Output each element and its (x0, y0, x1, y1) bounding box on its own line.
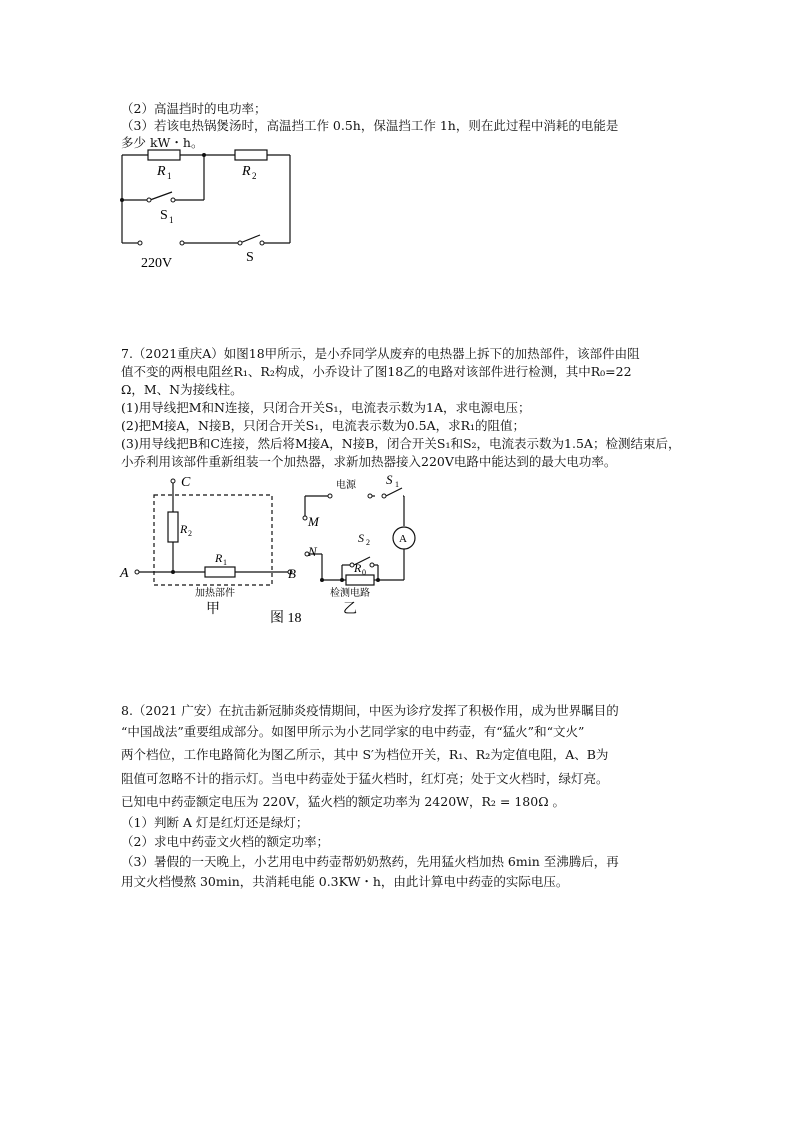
resistor-r2-fig18 (168, 512, 178, 542)
label-a: A (120, 566, 129, 581)
label-s1: S (160, 208, 168, 223)
q8-line-3: 两个档位，工作电路简化为图乙所示，其中 S′为档位开关，R₁、R₂为定值电阻，A、B为 (121, 747, 609, 762)
label-s1-fig: S (386, 472, 393, 487)
q7-line-1: 7.（2021重庆A）如图18甲所示，是小乔同学从废弃的电热器上拆下的加热部件，该部件由阻 (121, 346, 640, 361)
q6-line-2: （3）若该电热锅煲汤时，高温挡工作 0.5h，保温挡工作 1h，则在此过程中消耗的电能是 (121, 118, 619, 133)
label-jia: 甲 (206, 602, 220, 617)
label-r1-fig: R (215, 551, 223, 565)
q7-line-5: (2)把M接A，N接B，只闭合开关S₁，电流表示数为0.5A，求R₁的阻值； (121, 418, 526, 433)
label-r0: R (354, 561, 362, 575)
label-b: B (288, 566, 296, 581)
q6-line-1: （2）高温挡时的电功率； (121, 101, 267, 116)
label-ammeter: A (399, 533, 407, 545)
label-r1: R (157, 164, 166, 179)
q7-line-6: (3)用导线把B和C连接，然后将M接A，N接B，闭合开关S₁和S₂，电流表示数为1.5A；检测结束后， (121, 436, 681, 451)
q8-line-1: 8.（2021 广安）在抗击新冠肺炎疫情期间，中医为诊疗发挥了积极作用，成为世界瞩目的 (121, 703, 619, 718)
label-s2: S (358, 531, 364, 545)
q7-line-4: (1)用导线把M和N连接，只闭合开关S₁，电流表示数为1A，求电源电压； (121, 400, 531, 415)
label-m: M (308, 514, 319, 529)
q7-line-2: 值不变的两根电阻丝R₁、R₂构成，小乔设计了图18乙的电路对该部件进行检测，其中R₀=22 (121, 364, 632, 379)
q7-line-7: 小乔利用该部件重新组装一个加热器，求新加热器接入220V电路中能达到的最大电功率。 (121, 454, 617, 469)
q8-line-4: 阻值可忽略不计的指示灯。当电中药壶处于猛火档时，红灯亮；处于文火档时，绿灯亮。 (121, 771, 609, 786)
resistor-r0 (346, 575, 374, 585)
label-r2: R (242, 164, 251, 179)
resistor-r1 (148, 150, 180, 160)
q8-line-2: “中国战法”重要组成部分。如图甲所示为小艺同学家的电中药壶，有“猛火”和“文火” (121, 724, 585, 739)
q6-circuit-diagram (110, 145, 310, 270)
label-r1-sub: 1 (167, 171, 172, 181)
label-r1-fig-sub: 1 (223, 558, 227, 567)
switch-s1-blade (150, 192, 172, 200)
q8-line-5: 已知电中药壶额定电压为 220V，猛火档的额定功率为 2420W，R₂ = 180Ω 。 (121, 794, 566, 809)
label-r2-fig: R (180, 522, 188, 536)
q8-line-9: 用文火档慢熬 30min，共消耗电能 0.3KW・h，由此计算电中药壶的实际电压。 (121, 874, 569, 889)
label-power-source: 电源 (336, 480, 356, 491)
label-s: S (246, 250, 254, 265)
label-n: N (308, 544, 317, 559)
q7-line-3: Ω，M、N为接线柱。 (121, 382, 243, 397)
label-c: C (181, 475, 191, 490)
q8-line-6: （1）判断 A 灯是红灯还是绿灯； (121, 815, 309, 830)
label-r0-sub: 0 (362, 568, 366, 577)
label-voltage: 220V (141, 256, 173, 270)
label-s1-fig-sub: 1 (395, 480, 399, 489)
q6-line-3: 多少 kW・h。 (121, 135, 204, 150)
label-figure-18: 图 18 (270, 611, 302, 626)
q8-line-8: （3）暑假的一天晚上，小艺用电中药壶帮奶奶熬药，先用猛火档加热 6min 至沸腾后，再 (121, 854, 619, 869)
label-s1-sub: 1 (169, 215, 174, 225)
switch-s1-blade-fig18 (386, 488, 402, 496)
q8-line-7: （2）求电中药壶文火档的额定功率； (121, 834, 329, 849)
label-s2-sub: 2 (366, 538, 370, 547)
resistor-r2 (235, 150, 267, 160)
figure-18 (110, 470, 430, 630)
label-test-circuit: 检测电路 (330, 588, 370, 599)
switch-s-blade (240, 235, 260, 243)
resistor-r1-fig18 (205, 567, 235, 577)
label-r2-sub: 2 (252, 171, 257, 181)
label-heating-part: 加热部件 (195, 588, 235, 599)
label-r2-fig-sub: 2 (188, 529, 192, 538)
label-yi: 乙 (343, 602, 357, 617)
